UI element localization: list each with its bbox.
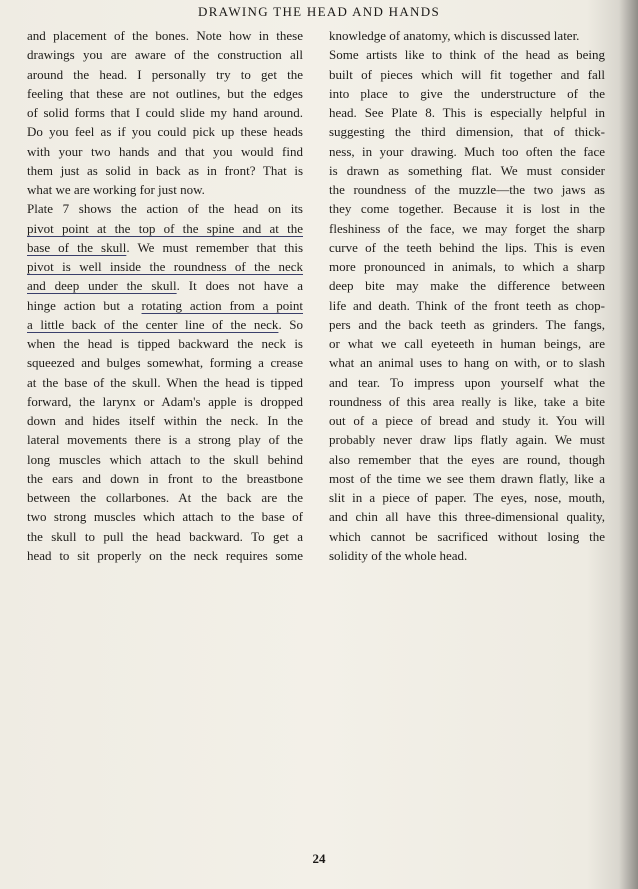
text-segment: hinge action but a [27, 297, 142, 313]
running-head: DRAWING THE HEAD AND HANDS [198, 4, 440, 19]
text-line: Plate 7 shows the action of the head on its [27, 201, 303, 217]
text-line: built of pieces which will fit together and fall [329, 66, 605, 82]
text-line [27, 315, 303, 334]
underlined-text: pivot point at the top of the spine and at the [27, 220, 303, 236]
text-line: the roundness of the muzzle—the two jaws as [329, 182, 605, 197]
left-column [27, 26, 303, 565]
text-line: Do you feel as if you could pick up these heads [27, 124, 303, 140]
text-line: down and hides itself within the neck. In the [27, 413, 303, 428]
text-line: more pronounced in animals, to which a sharp [329, 259, 605, 274]
text-line: which cannot be sacrificed without losing the [329, 528, 605, 544]
text-line: head to sit properly on the neck requires some [27, 547, 303, 563]
text-line: into place to give the understructure of the [329, 85, 605, 101]
text-line: what we are working for just now. [27, 182, 205, 197]
text-line: out of a piece of bread and study it. You will [329, 413, 605, 428]
text-line: the skull to pull the head backward. To get a [27, 528, 303, 544]
text-line: or what we call eyeteeth in human beings, are [329, 336, 605, 351]
text-line [27, 238, 303, 257]
text-line: suggesting the third dimension, that of thick- [329, 124, 605, 140]
text-line: head. See Plate 8. This is especially helpful in [329, 105, 605, 120]
text-segment: . It does not have a [176, 278, 303, 294]
text-line: slit in a piece of paper. The eyes, nose, mouth, [329, 490, 605, 505]
page-number: 24 [312, 851, 326, 866]
text-line: feeling that these are not outlines, but the edges [27, 85, 303, 101]
text-line: and tear. To impress upon yourself what the [329, 374, 605, 390]
text-line: of solid forms that I could slide my hand around. [27, 105, 303, 120]
text-line: knowledge of anatomy, which is discussed later. [329, 28, 580, 43]
text-line: most of the time we see them drawn flatly, like a [329, 470, 605, 486]
text-line: and chin all have this three-dimensional quality, [329, 509, 605, 525]
text-segment: . So [278, 316, 303, 332]
text-line: also remember that the eyes are round, though [329, 451, 605, 467]
text-line: them just as solid in back as in front? That is [27, 162, 303, 178]
text-line: solidity of the whole head. [329, 547, 468, 563]
text-line: and placement of the bones. Note how in these [27, 28, 303, 43]
text-line: is drawn as something flat. We must consider [329, 162, 605, 178]
text-line: forward, the larynx or Adam's apple is dropped [27, 393, 303, 409]
text-line: life and death. Think of the front teeth as chop- [329, 297, 605, 313]
text-line: what an animal uses to hang on with, or to slash [329, 355, 605, 371]
text-line: roundness of this area really is like, take a bite [329, 393, 605, 409]
text-line: drawings you are aware of the construction all [27, 47, 303, 63]
text-line: the ears and down in front to the breastbone [27, 470, 303, 486]
underlined-text: and deep under the skull [27, 278, 177, 294]
underlined-text: rotating action from a point [141, 297, 303, 313]
text-line: pers and the back teeth as grinders. The fangs, [329, 316, 605, 332]
text-line: they come together. Because it is lost in the [329, 201, 605, 217]
text-segment: . We must remember that this [126, 239, 304, 255]
text-line: probably never draw lips flatly again. We must [329, 432, 605, 448]
underlined-text: base of the skull [27, 239, 127, 255]
text-line [27, 219, 303, 238]
text-line: two strong muscles which attach to the base of [27, 509, 303, 525]
text-line [27, 257, 303, 276]
text-line: fleshiness of the face, we may forget the sharp [329, 220, 605, 236]
text-line: at the base of the skull. When the head is tipped [27, 374, 303, 390]
text-line: with your two hands and that you would find [27, 143, 303, 159]
right-column [329, 26, 605, 565]
text-line: ness, in your drawing. Much too often the face [329, 143, 605, 159]
text-line: squeezed and bulges somewhat, forming a crease [27, 355, 303, 371]
text-line: around the head. I personally try to get the [27, 66, 303, 82]
text-line: between the collarbones. At the back are the [27, 490, 303, 505]
text-line: long muscles which attach to the skull behind [27, 451, 303, 467]
text-line: Some artists like to think of the head as being [329, 47, 605, 63]
underlined-text: pivot is well inside the roundness of the neck [27, 259, 303, 274]
text-line: curve of the teeth behind the lips. This is even [329, 239, 605, 255]
text-line [27, 296, 303, 315]
text-line: deep bite may make the difference between [329, 278, 605, 294]
underlined-text: a little back of the center line of the neck [27, 316, 279, 332]
text-line [27, 276, 303, 295]
text-line: lateral movements there is a strong play of the [27, 432, 303, 448]
text-line: when the head is tipped backward the neck is [27, 336, 303, 351]
